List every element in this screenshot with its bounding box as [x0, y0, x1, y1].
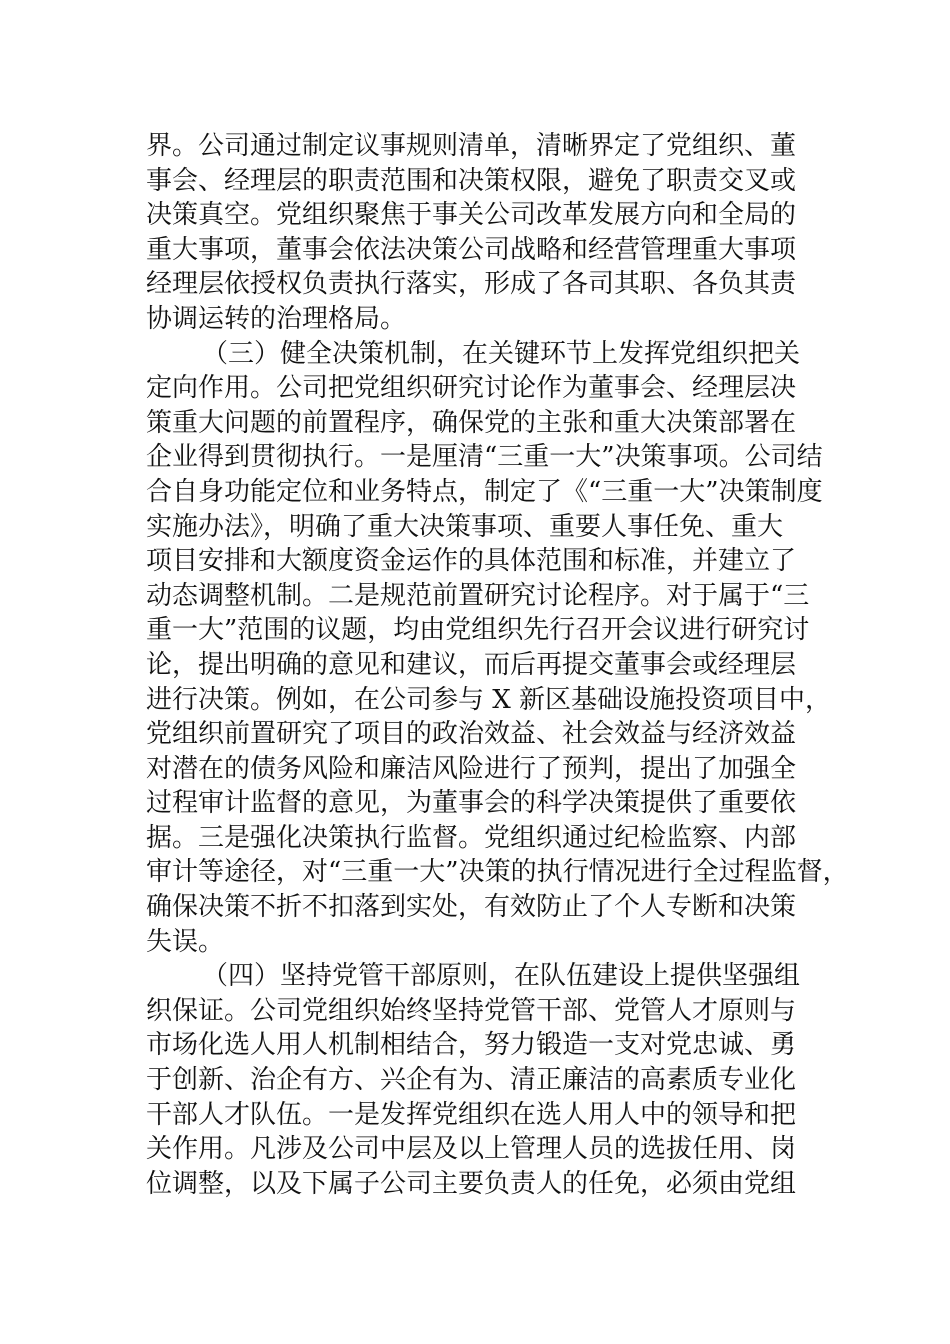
text-line: 定向作用。公司把党组织研究讨论作为董事会、经理层决 — [146, 373, 797, 404]
text-line: 织保证。公司党组织始终坚持党管干部、党管人才原则与 — [146, 995, 797, 1026]
text-line: 党组织前置研究了项目的政治效益、社会效益与经济效益 — [146, 719, 797, 750]
text-line: 协调运转的治理格局。 — [146, 303, 407, 334]
text-line: 对潜在的债务风险和廉洁风险进行了预判，提出了加强全 — [146, 753, 797, 784]
text-line: 实施办法》，明确了重大决策事项、重要人事任免、重大 — [146, 511, 784, 542]
text-line: 策重大问题的前置程序，确保党的主张和重大决策部署在 — [146, 407, 797, 438]
text-line: 市场化选人用人机制相结合，努力锻造一支对党忠诚、勇 — [146, 1030, 797, 1061]
text-line: 论，提出明确的意见和建议，而后再提交董事会或经理层 — [146, 649, 797, 680]
text-line: 关作用。凡涉及公司中层及以上管理人员的选拔任用、岗 — [146, 1134, 797, 1165]
text-line: 干部人才队伍。一是发挥党组织在选人用人中的领导和把 — [146, 1099, 797, 1130]
text-line: 审计等途径，对“三重一大”决策的执行情况进行全过程监督， — [146, 857, 849, 888]
text-line: 进行决策。例如，在公司参与 X 新区基础设施投资项目中， — [146, 684, 832, 715]
text-line: 事会、经理层的职责范围和决策权限，避免了职责交叉或 — [146, 165, 797, 196]
text-line: 位调整，以及下属子公司主要负责人的任免，必须由党组 — [146, 1168, 797, 1199]
text-line: 确保决策不折不扣落到实处，有效防止了个人专断和决策 — [146, 892, 797, 923]
text-line: 据。三是强化决策执行监督。党组织通过纪检监察、内部 — [146, 822, 797, 853]
text-line: 企业得到贯彻执行。一是厘清“三重一大”决策事项。公司结 — [146, 442, 823, 473]
text-line: 重一大”范围的议题，均由党组织先行召开会议进行研究讨 — [146, 615, 810, 646]
text-line: 界。公司通过制定议事规则清单，清晰界定了党组织、董 — [146, 131, 797, 161]
paragraph-first-line: （四）坚持党管干部原则，在队伍建设上提供坚强组 — [202, 961, 801, 992]
body-text — [146, 129, 849, 1201]
text-line: 决策真空。党组织聚焦于事关公司改革发展方向和全局的 — [146, 200, 797, 231]
text-line: 于创新、治企有方、兴企有为、清正廉洁的高素质专业化 — [146, 1065, 797, 1096]
text-line: 合自身功能定位和业务特点，制定了《“三重一大”决策制度 — [146, 476, 823, 507]
paragraph-first-line: （三）健全决策机制，在关键环节上发挥党组织把关 — [202, 338, 801, 369]
text-line: 动态调整机制。二是规范前置研究讨论程序。对于属于“三 — [146, 580, 810, 611]
text-line: 失误。 — [146, 926, 225, 957]
text-line: 重大事项，董事会依法决策公司战略和经营管理重大事项 — [146, 234, 797, 265]
text-line: 经理层依授权负责执行落实，形成了各司其职、各负其责 — [146, 269, 797, 300]
text-line: 过程审计监督的意见，为董事会的科学决策提供了重要依 — [146, 788, 797, 819]
text-line: 项目安排和大额度资金运作的具体范围和标准，并建立了 — [146, 546, 797, 577]
